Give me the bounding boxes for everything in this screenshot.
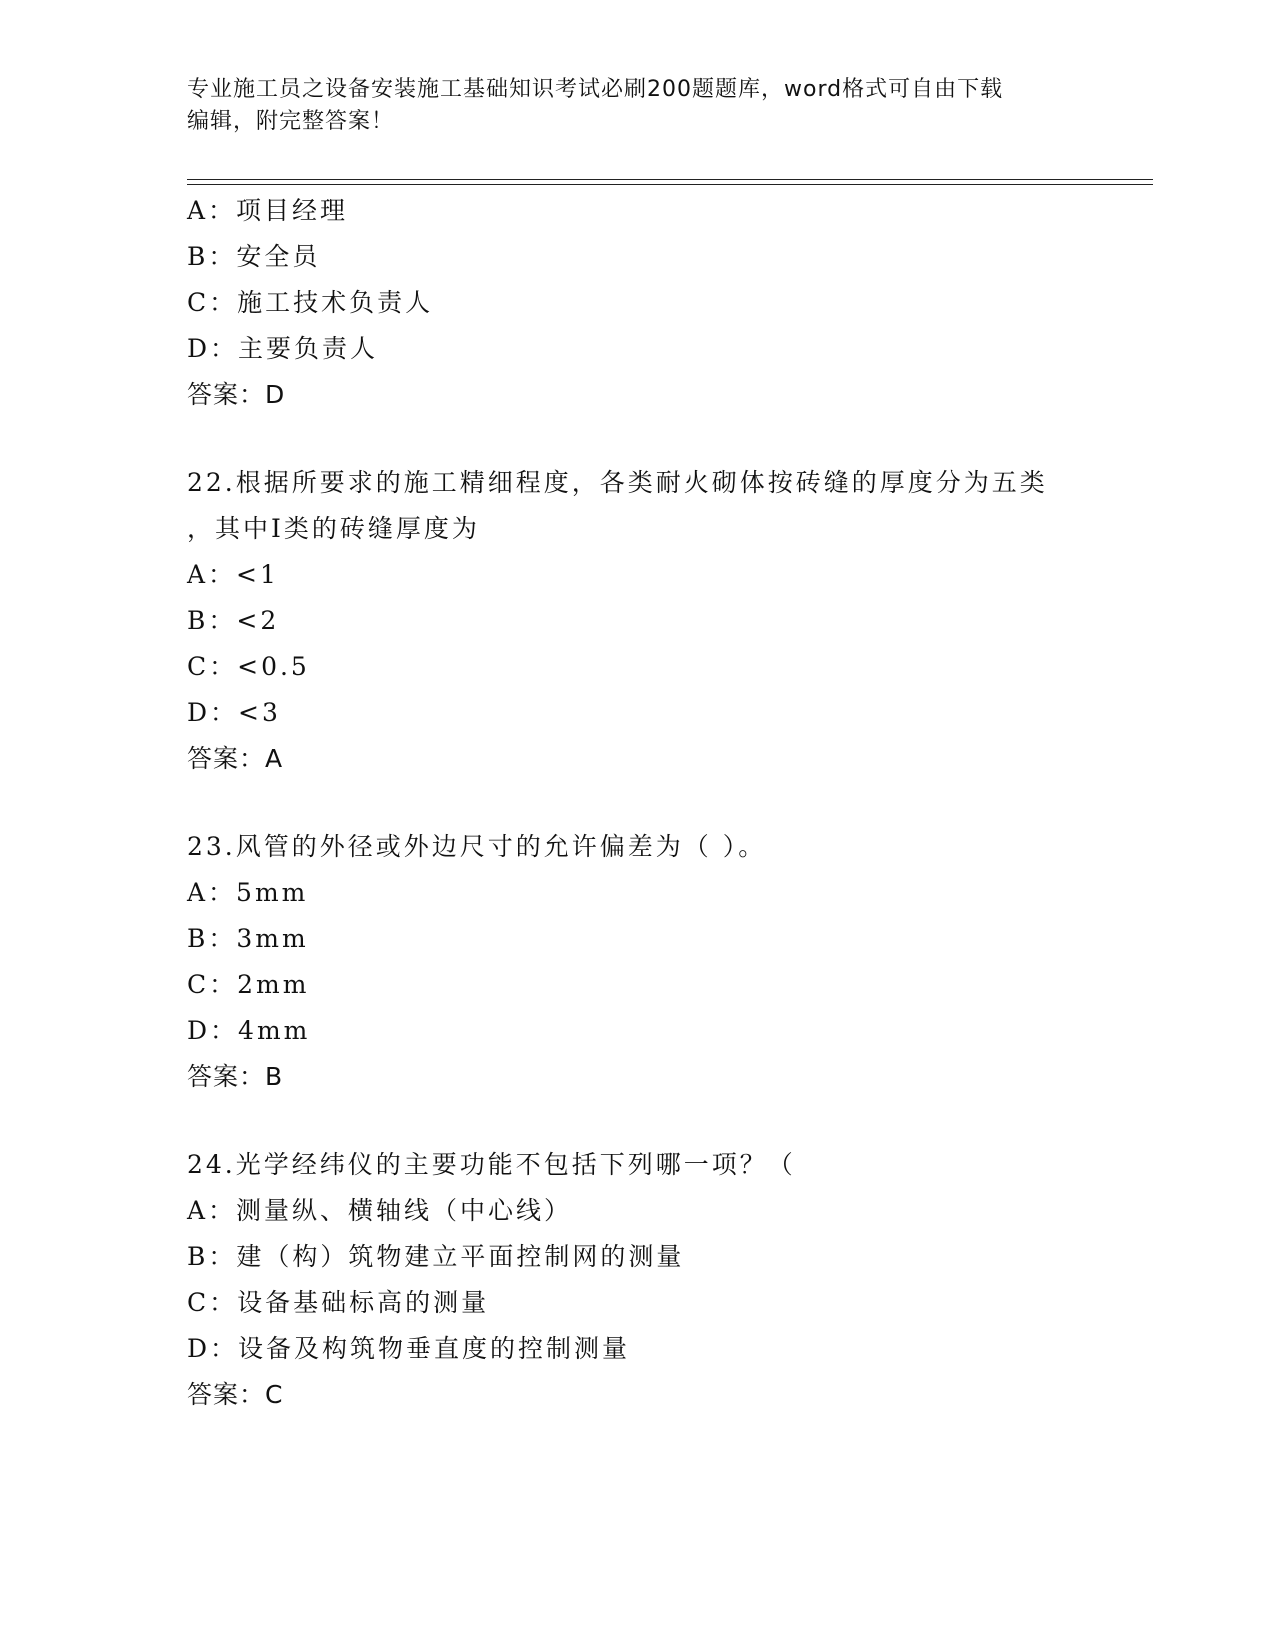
- header-divider-top: [187, 179, 1153, 180]
- question-stem: 24.光学经纬仪的主要功能不包括下列哪一项？（: [187, 1150, 796, 1179]
- option-a: A：5mm: [187, 878, 309, 907]
- answer-line: 答案：B: [187, 1062, 284, 1091]
- option-a: A：测量纵、横轴线（中心线）: [187, 1196, 573, 1225]
- option-b: B：安全员: [187, 242, 321, 271]
- option-c: C：设备基础标高的测量: [187, 1288, 490, 1317]
- option-d: D：主要负责人: [187, 334, 379, 363]
- option-b: B：建（构）筑物建立平面控制网的测量: [187, 1242, 685, 1271]
- option-c: C：施工技术负责人: [187, 288, 434, 317]
- option-d: D：4mm: [187, 1016, 311, 1045]
- question-24: [187, 1142, 1147, 1418]
- option-c: C：2mm: [187, 970, 310, 999]
- question-stem: 23.风管的外径或外边尺寸的允许偏差为（ ）。: [187, 832, 767, 861]
- question-21: [187, 188, 1147, 418]
- option-a: A：<1: [187, 560, 279, 589]
- header-line-1: 专业施工员之设备安装施工基础知识考试必刷200题题库，word格式可自由下载: [187, 77, 1004, 102]
- question-23: [187, 824, 1147, 1100]
- option-b: B：3mm: [187, 924, 309, 953]
- header-line-2: 编辑，附完整答案！: [187, 109, 395, 134]
- document-header: [187, 74, 1067, 138]
- question-stem-continued: ，其中Ⅰ类的砖缝厚度为: [187, 514, 480, 543]
- header-divider-bottom: [187, 184, 1153, 185]
- option-a: A：项目经理: [187, 196, 349, 225]
- option-b: B：<2: [187, 606, 280, 635]
- option-c: C：<0.5: [187, 652, 310, 681]
- option-d: D：<3: [187, 698, 281, 727]
- question-list: [187, 188, 1147, 1418]
- question-stem: 22.根据所要求的施工精细程度，各类耐火砌体按砖缝的厚度分为五类: [187, 468, 1048, 497]
- answer-line: 答案：A: [187, 744, 284, 773]
- answer-line: 答案：C: [187, 1380, 284, 1409]
- question-22: [187, 460, 1147, 782]
- option-d: D：设备及构筑物垂直度的控制测量: [187, 1334, 631, 1363]
- answer-line: 答案：D: [187, 380, 286, 409]
